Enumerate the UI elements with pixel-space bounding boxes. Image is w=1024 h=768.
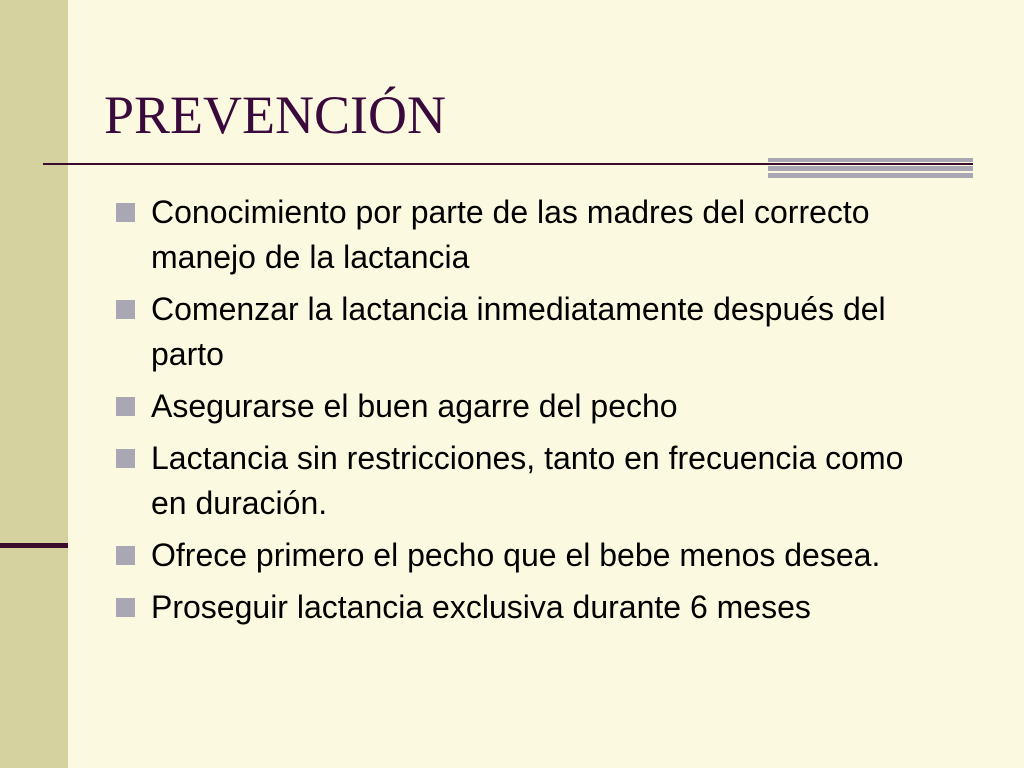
bullet-item [116, 287, 946, 377]
gray-bar [768, 158, 973, 162]
bullet-list [116, 190, 946, 637]
bullet-text: Conocimiento por parte de las madres del correcto manejo de la lactancia [151, 194, 870, 275]
bullet-item [116, 190, 946, 280]
bullet-item [116, 436, 946, 526]
bullet-text: Comenzar la lactancia inmediatamente después del parto [151, 291, 886, 372]
side-band [0, 0, 68, 768]
square-bullet-icon [116, 300, 135, 319]
square-bullet-icon [116, 598, 135, 617]
bullet-item [116, 384, 946, 429]
gray-bar [768, 166, 973, 171]
bullet-text: Ofrece primero el pecho que el bebe menos desea. [151, 537, 881, 573]
side-accent-bar [0, 543, 68, 548]
bullet-text: Proseguir lactancia exclusiva durante 6 meses [151, 589, 811, 625]
square-bullet-icon [116, 546, 135, 565]
bullet-text: Lactancia sin restricciones, tanto en frecuencia como en duración. [151, 440, 904, 521]
square-bullet-icon [116, 449, 135, 468]
square-bullet-icon [116, 203, 135, 222]
decorative-gray-bars [768, 158, 973, 178]
gray-bar [768, 173, 973, 178]
slide-title: PREVENCIÓN [104, 85, 447, 145]
square-bullet-icon [116, 397, 135, 416]
bullet-item [116, 533, 946, 578]
bullet-text: Asegurarse el buen agarre del pecho [151, 388, 678, 424]
bullet-item [116, 585, 946, 630]
